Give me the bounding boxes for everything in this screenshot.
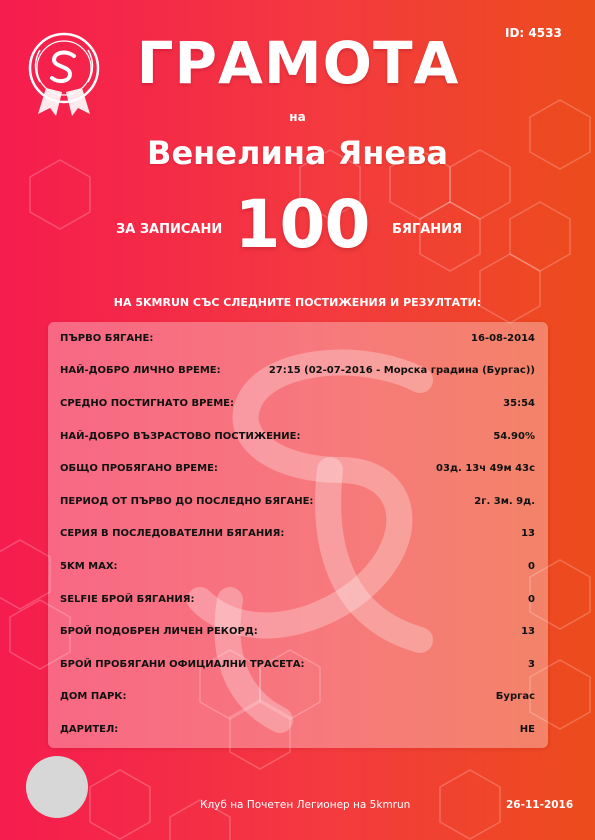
footer-date: 26-11-2016 bbox=[506, 799, 574, 811]
stat-value: 3 bbox=[528, 658, 535, 670]
achievements-subtitle: НА 5KMRUN СЪС СЛЕДНИТЕ ПОСТИЖЕНИЯ И РЕЗУЛТАТИ: bbox=[113, 296, 482, 309]
stat-label: ДОМ ПАРК: bbox=[60, 691, 127, 703]
stat-value: 0 bbox=[528, 560, 535, 572]
stat-value: 13 bbox=[521, 528, 535, 540]
stat-label: ОБЩО ПРОБЯГАНО ВРЕМЕ: bbox=[60, 463, 218, 475]
stat-value: Бургас bbox=[495, 691, 535, 703]
recipient-name: Венелина Янева bbox=[147, 134, 448, 172]
stat-value: 2г. 3м. 9д. bbox=[474, 495, 535, 507]
stat-row bbox=[48, 648, 548, 681]
recorded-label: ЗА ЗАПИСАНИ bbox=[116, 222, 223, 237]
stat-value: 27:15 (02-07-2016 - Морска градина (Бургас)) bbox=[268, 365, 535, 377]
runs-label: БЯГАНИЯ bbox=[392, 222, 463, 237]
stat-label: СРЕДНО ПОСТИГНАТО ВРЕМЕ: bbox=[60, 397, 235, 409]
stat-row bbox=[48, 550, 548, 583]
stat-label: ДАРИТЕЛ: bbox=[60, 723, 119, 735]
document-id: ID: 4533 bbox=[505, 26, 562, 40]
legionnaire-seal-icon bbox=[24, 30, 104, 116]
stat-label: СЕРИЯ В ПОСЛЕДОВАТЕЛНИ БЯГАНИЯ: bbox=[60, 528, 285, 540]
stat-row bbox=[48, 452, 548, 485]
stat-label: НАЙ-ДОБРО ЛИЧНО ВРЕМЕ: bbox=[60, 365, 221, 377]
stat-row bbox=[48, 583, 548, 616]
stat-label: БРОЙ ПРОБЯГАНИ ОФИЦИАЛНИ ТРАСЕТА: bbox=[60, 658, 305, 670]
stat-row bbox=[48, 355, 548, 388]
runs-count: 100 bbox=[234, 186, 370, 263]
stat-label: ПЪРВО БЯГАНЕ: bbox=[60, 332, 154, 344]
certificate-title: ГРАМОТА bbox=[136, 29, 460, 97]
stat-row bbox=[48, 681, 548, 714]
stats-panel bbox=[48, 322, 548, 748]
stat-row bbox=[48, 420, 548, 453]
avatar bbox=[26, 756, 88, 818]
stat-label: SELFIE БРОЙ БЯГАНИЯ: bbox=[60, 593, 195, 605]
stat-label: БРОЙ ПОДОБРЕН ЛИЧЕН РЕКОРД: bbox=[60, 626, 258, 638]
stat-row bbox=[48, 322, 548, 355]
stat-value: 03д. 13ч 49м 43с bbox=[436, 463, 535, 475]
stat-value: 0 bbox=[528, 593, 535, 605]
stat-label: ПЕРИОД ОТ ПЪРВО ДО ПОСЛЕДНО БЯГАНЕ: bbox=[60, 495, 314, 507]
stat-row bbox=[48, 615, 548, 648]
stat-value: НЕ bbox=[519, 723, 535, 735]
stat-row bbox=[48, 713, 548, 746]
stat-value: 35:54 bbox=[503, 397, 535, 409]
stat-value: 13 bbox=[521, 626, 535, 638]
stat-row bbox=[48, 518, 548, 551]
stat-row bbox=[48, 387, 548, 420]
stats-list bbox=[48, 322, 548, 746]
stat-label: 5KM MAX: bbox=[60, 560, 118, 572]
footer-club: Клуб на Почетен Легионер на 5kmrun bbox=[200, 799, 411, 811]
stat-value: 16-08-2014 bbox=[471, 332, 535, 344]
stat-row bbox=[48, 485, 548, 518]
stat-label: НАЙ-ДОБРО ВЪЗРАСТОВО ПОСТИЖЕНИЕ: bbox=[60, 430, 301, 442]
to-label: на bbox=[289, 110, 306, 124]
stat-value: 54.90% bbox=[493, 430, 535, 442]
